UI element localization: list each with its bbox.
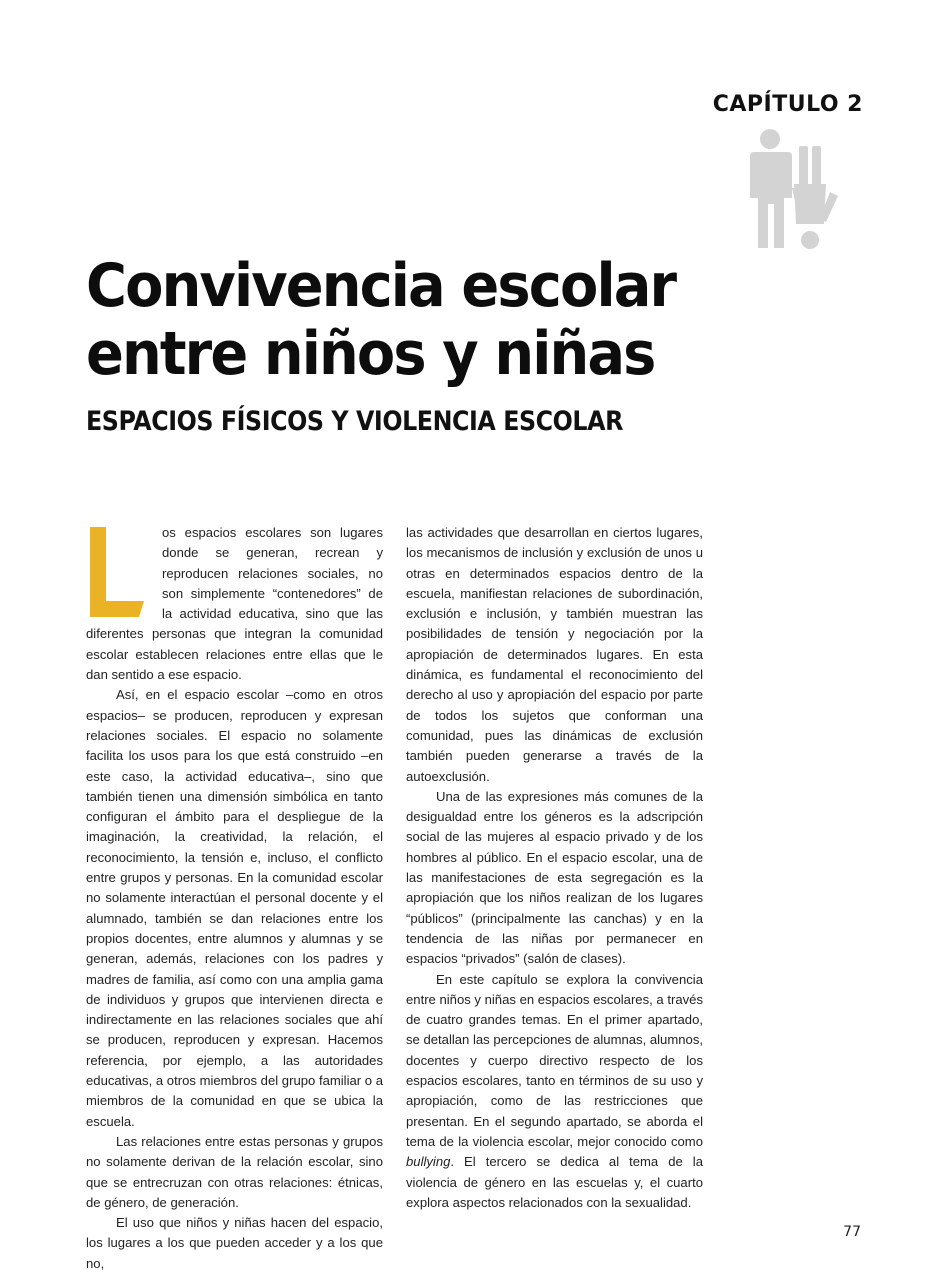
page-title <box>86 252 675 388</box>
title-line-2: entre niños y niñas <box>86 319 655 389</box>
italic-term: bullying <box>406 1154 451 1170</box>
paragraph <box>86 523 383 685</box>
page-number: 77 <box>843 1224 861 1240</box>
dropcap-letter-l <box>86 525 144 619</box>
paragraph: Así, en el espacio escolar –como en otros espacios– se producen, reproducen y expresan relaciones sociales. El espacio no solamente facilita los usos para los que está construido –en este caso, la actividad educativa–, sino que también tienen una dimensión simbólica en tanto configuran el ámbito para el despliegue de la imaginación, la creatividad, la relación, el reconocimiento, la tensión e, incluso, el conflicto entre grupos y personas. En la comunidad escolar no solamente interactúan el personal docente y el alumnado, también se dan relaciones entre los propios docentes, entre alumnos y alumnas y se generan, además, relaciones con los padres y madres de familia, así como con una amplia gama de individuos y grupos que intervienen directa e indirectamente en las relaciones sociales que ahí se producen, reproducen y expresan. Hacemos referencia, por ejemplo, a las autoridades educativas, a otros miembros del grupo familiar o a miembros de la comunidad en que se ubica la escuela. <box>86 687 383 1129</box>
two-people-figures-icon <box>748 128 844 254</box>
right-text-column <box>406 523 703 1213</box>
paragraph <box>406 970 703 1214</box>
paragraph-text: En este capítulo se explora la convivencia entre niños y niñas en espacios escolares, a través de cuatro grandes temas. En el primer apartado, se detallan las percepciones de alumnas, alumnos, docentes y cuerpo directivo respecto de los espacios escolares, tanto en términos de su uso y apropiación, como de las restricciones que presentan. En el segundo apartado, se aborda el tema de la violencia escolar, mejor conocido como <box>406 971 703 1149</box>
page-subtitle: ESPACIOS FÍSICOS Y VIOLENCIA ESCOLAR <box>86 406 623 437</box>
paragraph-text: os espacios escolares son lugares donde se generan, recrean y reproducen relaciones sociales, no son simplemente “contenedores” de la actividad educativa, sino que las diferentes personas que integran la comunidad escolar establecen relaciones entre ellas que le dan sentido a ese espacio. <box>86 525 383 683</box>
left-text-column <box>86 523 383 1274</box>
paragraph: las actividades que desarrollan en ciertos lugares, los mecanismos de inclusión y exclusión de unos u otras en determinados espacios dentro de la escuela, manifiestan relaciones de subordinación, exclusión e inclusión, y también muestran las posibilidades de tensión y negociación por la apropiación de determinados lugares. En esta dinámica, es fundamental el reconocimiento del derecho al uso y apropiación del espacio por parte de todos los sujetos que conforman una comunidad, pues las dinámicas de exclusión también pueden generarse a través de la autoexclusión. <box>406 525 703 784</box>
chapter-label: CAPÍTULO 2 <box>712 92 863 117</box>
paragraph: Las relaciones entre estas personas y grupos no solamente derivan de la relación escolar, sino que se entrecruzan con otras relaciones: étnicas, de género, de generación. <box>86 1133 383 1210</box>
paragraph: Una de las expresiones más comunes de la desigualdad entre los géneros es la adscripción social de las mujeres al espacio privado y de los hombres al público. En el espacio escolar, una de las manifestaciones de esta segregación es la apropiación que los niños realizan de los lugares “públicos” (principalmente las canchas) y en la tendencia de las niñas por permanecer en espacios “privados” (salón de clases). <box>406 788 703 967</box>
title-line-1: Convivencia escolar <box>86 251 676 321</box>
paragraph-text: . El tercero se dedica al tema de la violencia de género en las escuelas y, el cuarto explora aspectos relacionados con la sexualidad. <box>406 1154 703 1210</box>
paragraph: El uso que niños y niñas hacen del espacio, los lugares a los que pueden acceder y a los que no, <box>86 1215 383 1271</box>
